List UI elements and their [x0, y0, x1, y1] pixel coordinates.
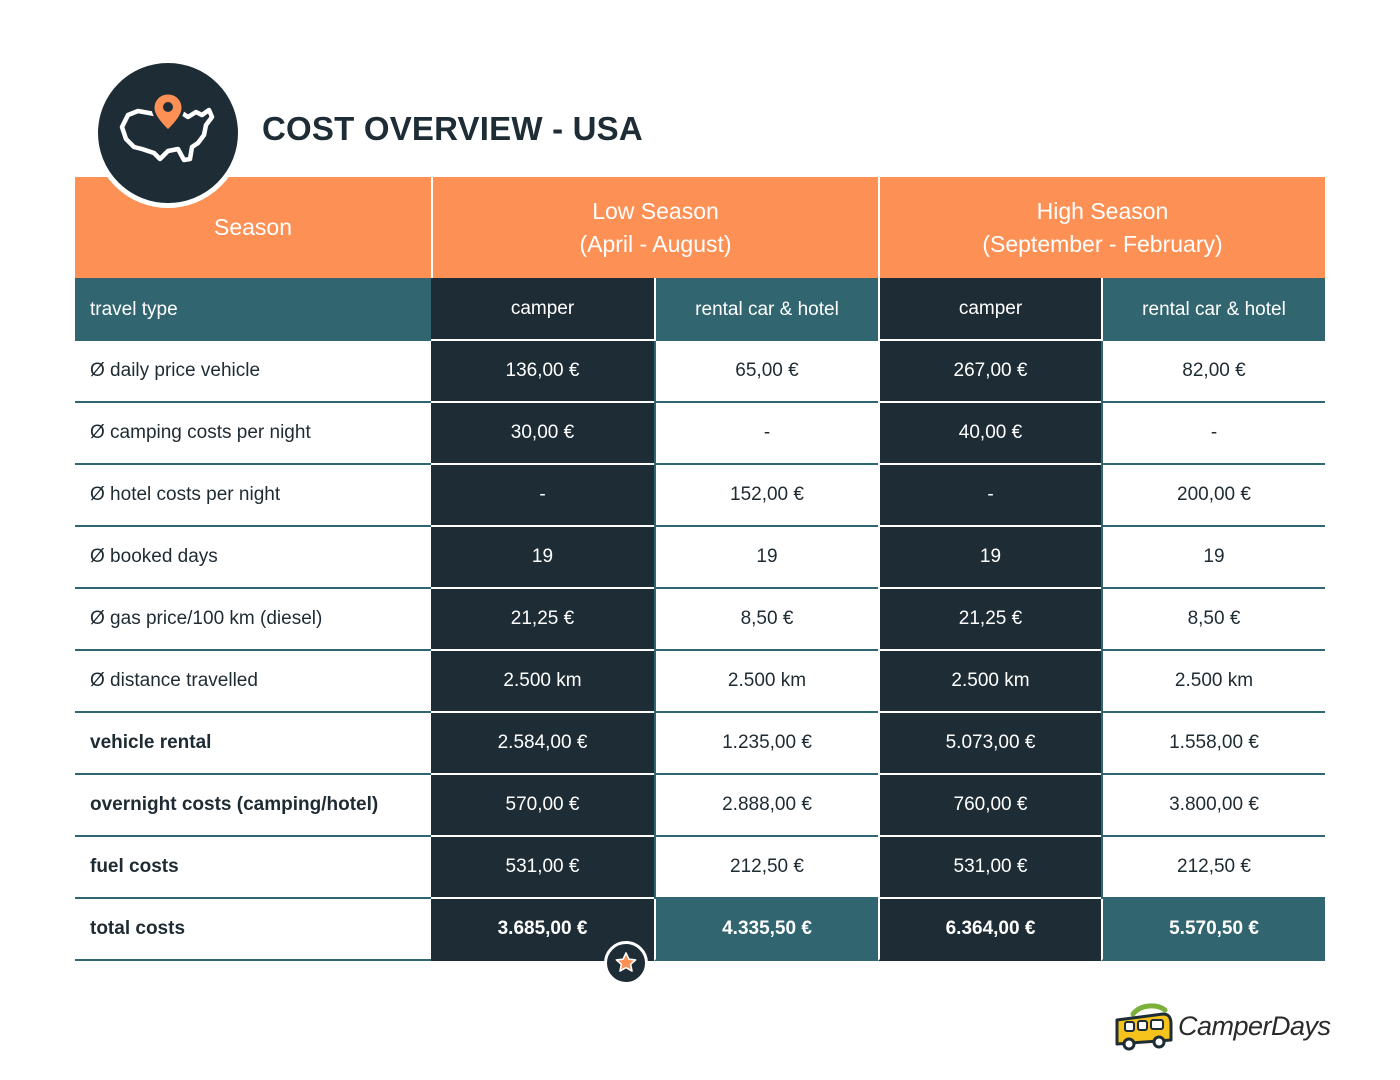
- cell-low-rental-total: 4.335,50 €: [654, 899, 878, 961]
- low-season-name: Low Season: [592, 197, 719, 224]
- cell-low-camper: 570,00 €: [431, 775, 654, 837]
- cell-low-rental: 1.235,00 €: [654, 713, 878, 775]
- row-label: fuel costs: [75, 837, 431, 899]
- cell-high-camper: 760,00 €: [878, 775, 1101, 837]
- cell-low-camper: 19: [431, 527, 654, 589]
- table-row: [75, 589, 1326, 651]
- row-label: vehicle rental: [75, 713, 431, 775]
- high-season-name: High Season: [1036, 197, 1169, 224]
- travel-type-label: travel type: [75, 278, 431, 341]
- star-icon: [607, 944, 645, 982]
- cell-high-camper-total: 6.364,00 €: [878, 899, 1101, 961]
- cell-high-camper: 21,25 €: [878, 589, 1101, 651]
- cell-high-rental: 19: [1101, 527, 1325, 589]
- row-label: Ø booked days: [75, 527, 431, 589]
- low-season-header: [431, 177, 878, 278]
- cell-low-rental: -: [654, 403, 878, 465]
- table-row: [75, 403, 1326, 465]
- high-season-header: [878, 177, 1325, 278]
- cell-low-rental: 19: [654, 527, 878, 589]
- table-row: [75, 775, 1326, 837]
- cell-high-camper: 40,00 €: [878, 403, 1101, 465]
- cell-high-camper: -: [878, 465, 1101, 527]
- cell-low-camper: -: [431, 465, 654, 527]
- cost-table: [75, 177, 1326, 961]
- cell-low-rental: 8,50 €: [654, 589, 878, 651]
- cell-high-camper: 19: [878, 527, 1101, 589]
- table-row: [75, 713, 1326, 775]
- row-label: Ø hotel costs per night: [75, 465, 431, 527]
- cell-low-rental: 152,00 €: [654, 465, 878, 527]
- cell-low-camper: 136,00 €: [431, 341, 654, 403]
- brand-name: CamperDays: [1178, 1011, 1331, 1041]
- cell-low-rental: 212,50 €: [654, 837, 878, 899]
- cell-low-camper: 21,25 €: [431, 589, 654, 651]
- total-row: [75, 899, 1326, 961]
- page-title: COST OVERVIEW - USA: [262, 110, 643, 147]
- travel-type-header-row: [75, 278, 1326, 341]
- cell-high-rental-total: 5.570,50 €: [1101, 899, 1325, 961]
- cell-low-camper: 2.584,00 €: [431, 713, 654, 775]
- cell-low-rental: 2.888,00 €: [654, 775, 878, 837]
- row-label: Ø distance travelled: [75, 651, 431, 713]
- cell-high-camper: 267,00 €: [878, 341, 1101, 403]
- usa-map-badge: [93, 58, 243, 208]
- row-label: overnight costs (camping/hotel): [75, 775, 431, 837]
- row-label: Ø camping costs per night: [75, 403, 431, 465]
- cell-low-camper: 531,00 €: [431, 837, 654, 899]
- table-row: [75, 341, 1326, 403]
- season-label: Season: [75, 177, 431, 278]
- best-price-badge: [604, 941, 648, 985]
- column-header-high-camper: camper: [878, 278, 1101, 341]
- cell-low-rental: 65,00 €: [654, 341, 878, 403]
- cell-high-camper: 2.500 km: [878, 651, 1101, 713]
- cell-low-camper-total: 3.685,00 €: [431, 899, 654, 961]
- cell-high-rental: 212,50 €: [1101, 837, 1325, 899]
- low-season-period: (April - August): [579, 230, 732, 257]
- cell-low-camper: 30,00 €: [431, 403, 654, 465]
- cell-high-camper: 5.073,00 €: [878, 713, 1101, 775]
- cell-high-rental: 8,50 €: [1101, 589, 1325, 651]
- cell-high-camper: 531,00 €: [878, 837, 1101, 899]
- column-header-high-rental: rental car & hotel: [1101, 278, 1325, 341]
- cell-low-rental: 2.500 km: [654, 651, 878, 713]
- cell-high-rental: 82,00 €: [1101, 341, 1325, 403]
- column-header-low-camper: camper: [431, 278, 654, 341]
- cell-high-rental: 200,00 €: [1101, 465, 1325, 527]
- row-label: Ø daily price vehicle: [75, 341, 431, 403]
- table-row: [75, 465, 1326, 527]
- row-label: total costs: [75, 899, 431, 961]
- cell-low-camper: 2.500 km: [431, 651, 654, 713]
- column-header-low-rental: rental car & hotel: [654, 278, 878, 341]
- table-row: [75, 837, 1326, 899]
- table-row: [75, 651, 1326, 713]
- cell-high-rental: -: [1101, 403, 1325, 465]
- season-header-row: [75, 177, 1326, 278]
- high-season-period: (September - February): [982, 230, 1223, 257]
- cell-high-rental: 3.800,00 €: [1101, 775, 1325, 837]
- usa-map-pin-icon: [98, 63, 238, 203]
- cell-high-rental: 2.500 km: [1101, 651, 1325, 713]
- cell-high-rental: 1.558,00 €: [1101, 713, 1325, 775]
- row-label: Ø gas price/100 km (diesel): [75, 589, 431, 651]
- table-row: [75, 527, 1326, 589]
